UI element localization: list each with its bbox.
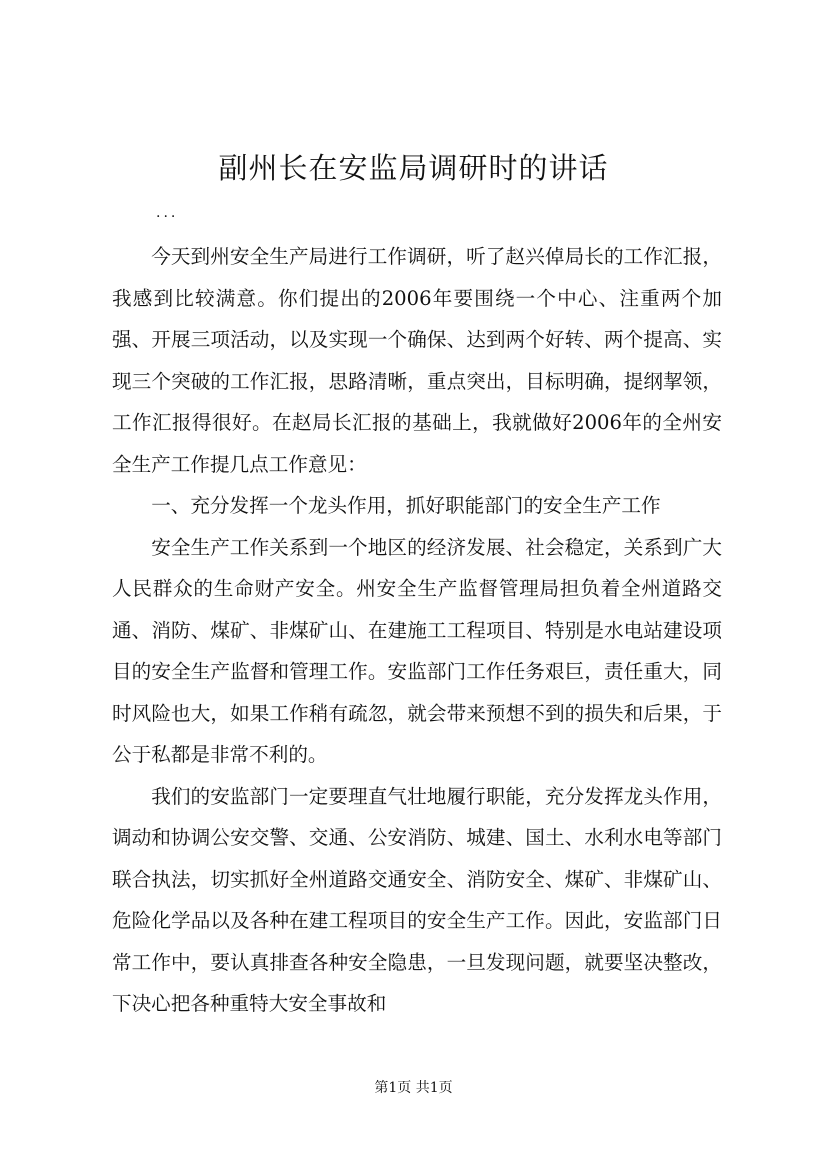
document-body — [112, 236, 722, 1025]
document-title: 副州长在安监局调研时的讲话 — [218, 151, 609, 185]
ellipsis-marker: ... — [156, 205, 179, 221]
paragraph-department-duties: 我们的安监部门一定要理直气壮地履行职能，充分发挥龙头作用，调动和协调公安交警、交通、公安消防、城建、国土、水利水电等部门联合执法，切实抓好全州道路交通安全、消防安全、煤矿、非煤矿山、危险化学品以及各种在建工程项目的安全生产工作。因此，安监部门日常工作中，要认真排查各种安全隐患，一旦发现问题，就要坚决整改，下决心把各种重特大安全事故和 — [112, 784, 722, 1015]
paragraph-safety-importance: 安全生产工作关系到一个地区的经济发展、社会稳定，关系到广大人民群众的生命财产安全。州安全生产监督管理局担负着全州道路交通、消防、煤矿、非煤矿山、在建施工工程项目、特别是水电站建设项目的安全生产监督和管理工作。安监部门工作任务艰巨，责任重大，同时风险也大，如果工作稍有疏忽，就会带来预想不到的损失和后果，于公于私都是非常不利的。 — [112, 535, 722, 766]
section-heading: 一、充分发挥一个龙头作用，抓好职能部门的安全生产工作 — [151, 494, 661, 517]
paragraph-intro: 今天到州安全生产局进行工作调研，听了赵兴倬局长的工作汇报，我感到比较满意。你们提出的2006年要围绕一个中心、注重两个加强、开展三项活动，以及实现一个确保、达到两个好转、两个提高、实现三个突破的工作汇报，思路清晰，重点突出，目标明确，提纲挈领，工作汇报得很好。在赵局长汇报的基础上，我就做好2006年的全州安全生产工作提几点工作意见： — [112, 245, 722, 476]
page-footer: 第1页 共1页 — [374, 1080, 453, 1096]
